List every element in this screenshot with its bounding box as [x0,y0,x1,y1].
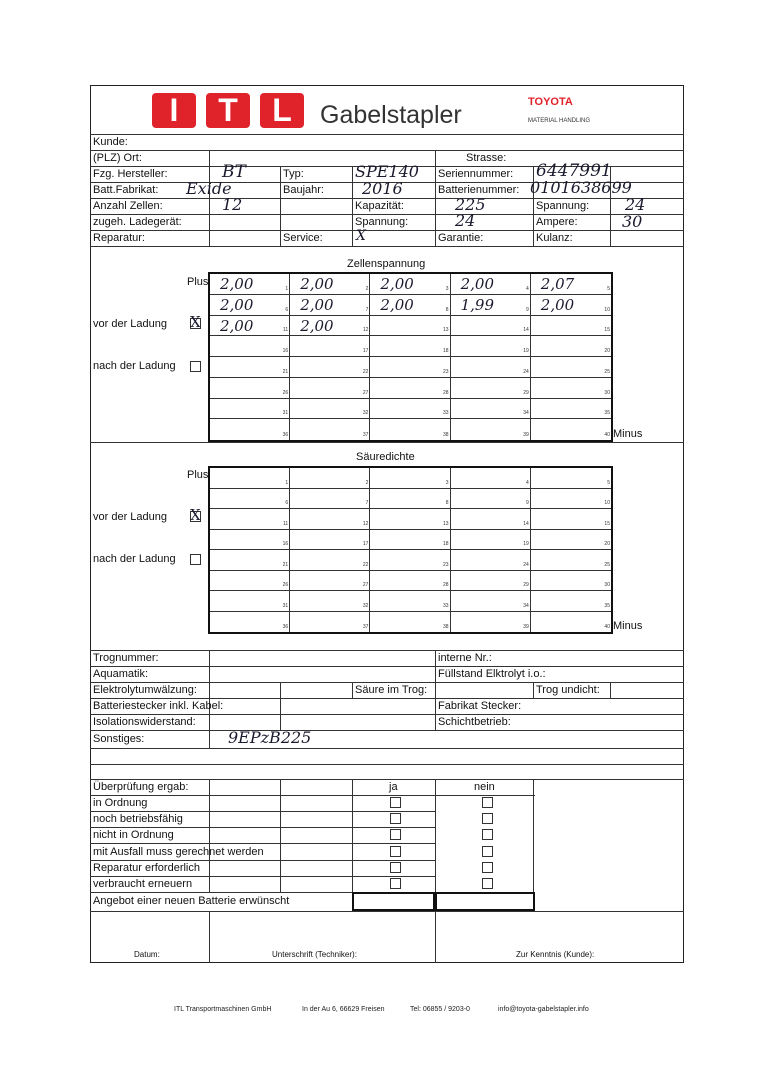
service-value: X [356,228,366,244]
cell-number: 5 [607,285,610,292]
cell-number: 23 [443,561,449,568]
cell-number: 9 [526,500,529,506]
saeuredichte-cell-16[interactable] [210,530,290,551]
zellenspannung-vor-label: vor der Ladung [93,318,167,330]
zellenspannung-cell-15[interactable] [531,316,611,337]
saeuredichte-vor-check-mark: X [190,506,201,524]
cell-number: 35 [604,602,610,609]
cell-number: 5 [607,479,610,486]
cell-number: 6 [285,500,289,506]
cell-number: 31 [282,410,289,417]
hersteller-value: BT [222,162,246,182]
cell-number: 28 [443,582,449,588]
saeuredichte-cell-18[interactable] [370,530,450,551]
footer-email: info@toyota-gabelstapler.info [498,1006,589,1013]
cell-number: 40 [604,624,610,630]
cell-number: 18 [443,541,449,547]
zellen-label: Anzahl Zellen: [93,200,163,212]
zellenspannung-plus: Plus [187,276,209,288]
cell-number: 17 [362,348,369,354]
cell-number: 18 [443,348,449,354]
batterienummer-value: 0101638699 [530,178,632,197]
footer-company: ITL Transportmaschinen GmbH [174,1006,272,1013]
cell-number: 7 [365,306,369,313]
saeuredichte-vor-label: vor der Ladung [93,511,167,523]
ampere-value: 30 [622,212,643,231]
saeuredichte-cell-21[interactable] [210,550,290,571]
cell-number: 32 [362,410,369,417]
cell-number: 4 [526,285,529,292]
cell-number: 13 [443,520,449,527]
zellenspannung-cell-26[interactable] [210,378,290,399]
cell-number: 6 [285,306,289,313]
hersteller-label: Fzg. Hersteller: [93,168,168,180]
spannung-label: Spannung: [536,200,590,212]
cell-voltage-value: 2,07 [540,275,575,293]
zellenspannung-cell-13[interactable] [370,316,450,337]
saeuredichte-cell-9[interactable] [451,489,531,510]
zellenspannung-grid [208,272,613,442]
saeuredichte-cell-29[interactable] [451,571,531,592]
cell-number: 12 [362,327,369,334]
cell-number: 20 [604,541,610,547]
kulanz-label: Kulanz: [536,232,573,244]
saeuredichte-cell-1[interactable] [210,468,290,489]
cell-number: 30 [604,389,610,396]
cell-number: 2 [365,285,369,292]
cell-voltage-value: 2,00 [220,316,254,335]
zellenspannung-title: Zellenspannung [347,258,426,270]
service-label: Service: [283,232,323,244]
pruefung-item-ausfall: mit Ausfall muss gerechnet werden [93,846,264,858]
cell-voltage-value: 1,99 [460,295,494,314]
spannung-value: 24 [625,195,646,214]
zellenspannung-cell-19[interactable] [451,336,531,357]
sonstiges-label: Sonstiges: [93,733,145,745]
saeuredichte-cell-40[interactable] [531,612,611,633]
cell-number: 11 [282,327,289,334]
saeuredichte-cell-22[interactable] [290,550,370,571]
zellenspannung-cell-17[interactable] [290,336,370,357]
zellenspannung-cell-14[interactable] [451,316,531,337]
sonstiges-value: 9EPzB225 [228,728,312,747]
ladegeraet-label: zugeh. Ladegerät: [93,216,182,228]
ja-checkbox-erneuern[interactable] [390,878,401,889]
batterienummer-label: Batterienummer: [438,184,520,196]
saeuredichte-cell-3[interactable] [370,468,450,489]
cell-number: 40 [604,432,610,438]
kunde-label: Kunde: [93,136,128,148]
elektrolyt-label: Elektrolytumwälzung: [93,684,197,696]
saeuredichte-cell-7[interactable] [290,489,370,510]
saeuredichte-cell-39[interactable] [451,612,531,633]
cell-number: 4 [526,479,529,486]
cell-number: 19 [523,348,529,354]
cell-voltage-value: 2,00 [380,295,414,314]
saeure-trog-label: Säure im Trog: [355,684,428,696]
logo-letter-i: I [152,93,196,128]
pruefung-item-reparatur: Reparatur erforderlich [93,862,200,874]
zellenspannung-cell-5[interactable] [531,274,611,295]
nein-checkbox-betriebsfaehig[interactable] [482,813,493,824]
saeuredichte-cell-30[interactable] [531,571,611,592]
trog-undicht-label: Trog undicht: [536,684,600,696]
cell-number: 33 [443,410,449,417]
cell-number: 37 [362,432,369,438]
saeuredichte-cell-37[interactable] [290,612,370,633]
saeuredichte-cell-23[interactable] [370,550,450,571]
saeuredichte-cell-6[interactable] [210,489,290,510]
cell-number: 7 [365,500,369,506]
saeuredichte-cell-27[interactable] [290,571,370,592]
typ-value: SPE140 [355,162,419,181]
zellenspannung-cell-31[interactable] [210,399,290,420]
schichtbetrieb-label: Schichtbetrieb: [438,716,511,728]
ort-label: (PLZ) Ort: [93,152,142,164]
saeuredichte-minus: Minus [613,620,643,632]
pruefung-title: Überprüfung ergab: [93,781,189,793]
cell-number: 31 [282,602,289,609]
cell-number: 25 [604,561,610,568]
zellenspannung-cell-6[interactable] [210,295,290,316]
pruefung-item-betriebsfaehig: noch betriebsfähig [93,813,183,825]
nein-checkbox-in-ordnung[interactable] [482,797,493,808]
cell-number: 21 [282,561,289,568]
cell-number: 27 [362,389,369,396]
saeuredichte-cell-31[interactable] [210,591,290,612]
cell-number: 26 [282,582,289,588]
zellenspannung-cell-33[interactable] [370,399,450,420]
zellenspannung-cell-35[interactable] [531,399,611,420]
zellenspannung-cell-21[interactable] [210,357,290,378]
cell-number: 10 [604,306,610,313]
zellenspannung-cell-29[interactable] [451,378,531,399]
cell-voltage-value: 2,00 [460,275,494,293]
zellenspannung-cell-10[interactable] [531,295,611,316]
saeuredichte-cell-33[interactable] [370,591,450,612]
cell-number: 3 [445,479,449,486]
saeuredichte-cell-14[interactable] [451,509,531,530]
cell-number: 21 [282,368,289,375]
zellenspannung-cell-4[interactable] [451,274,531,295]
cell-number: 36 [282,432,289,438]
cell-voltage-value: 2,00 [300,295,334,314]
angebot-nein-box[interactable] [435,892,535,911]
saeuredichte-cell-38[interactable] [370,612,450,633]
saeuredichte-cell-26[interactable] [210,571,290,592]
saeuredichte-cell-35[interactable] [531,591,611,612]
cell-number: 8 [445,306,449,313]
saeuredichte-cell-11[interactable] [210,509,290,530]
cell-number: 26 [282,389,289,396]
zellen-value: 12 [222,195,243,214]
cell-number: 34 [523,602,529,609]
zellenspannung-vor-check-mark: X [190,313,201,331]
nein-checkbox-nicht-in-ordnung[interactable] [482,829,493,840]
datum-label: Datum: [134,950,160,959]
techniker-signature-label: Unterschrift (Techniker): [272,950,357,959]
fuellstand-label: Füllstand Elktrolyt i.o.: [438,668,546,680]
cell-number: 2 [365,479,369,486]
aquamatik-label: Aquamatik: [93,668,149,680]
cell-number: 35 [604,410,610,417]
zellenspannung-cell-40[interactable] [531,419,611,440]
zellenspannung-cell-25[interactable] [531,357,611,378]
zellenspannung-cell-3[interactable] [370,274,450,295]
zellenspannung-cell-32[interactable] [290,399,370,420]
cell-number: 8 [445,500,449,506]
cell-number: 22 [362,368,369,375]
cell-number: 29 [523,582,529,588]
trognummer-label: Trognummer: [93,652,159,664]
zellenspannung-cell-34[interactable] [451,399,531,420]
baujahr-value: 2016 [362,179,403,198]
saeuredichte-cell-5[interactable] [531,468,611,489]
pruefung-item-nicht-in-ordnung: nicht in Ordnung [93,829,174,841]
cell-number: 23 [443,368,449,375]
batt-fabrikat-label: Batt.Fabrikat: [93,184,159,196]
zellenspannung-cell-7[interactable] [290,295,370,316]
toyota-subtitle: MATERIAL HANDLING [528,118,591,124]
cell-number: 16 [282,348,289,354]
zellenspannung-cell-30[interactable] [531,378,611,399]
saeuredichte-cell-24[interactable] [451,550,531,571]
saeuredichte-cell-15[interactable] [531,509,611,530]
garantie-label: Garantie: [438,232,484,244]
cell-number: 28 [443,389,449,396]
spannung2-value: 24 [455,211,476,230]
brand-title: Gabelstapler [320,101,462,129]
zellenspannung-cell-16[interactable] [210,336,290,357]
cell-number: 14 [523,327,529,334]
cell-number: 10 [604,500,610,506]
saeuredichte-cell-28[interactable] [370,571,450,592]
kapazitaet-value: 225 [455,195,486,214]
zellenspannung-cell-18[interactable] [370,336,450,357]
seriennummer-label: Seriennummer: [438,168,514,180]
ja-checkbox-in-ordnung[interactable] [390,797,401,808]
ja-checkbox-ausfall[interactable] [390,846,401,857]
cell-number: 14 [523,520,529,527]
saeuredichte-cell-19[interactable] [451,530,531,551]
zellenspannung-cell-36[interactable] [210,419,290,440]
cell-number: 11 [282,520,289,527]
saeuredichte-cell-2[interactable] [290,468,370,489]
cell-number: 17 [362,541,369,547]
zellenspannung-nach-checkbox[interactable] [190,361,201,372]
kunde-signature-label: Zur Kenntnis (Kunde): [516,950,595,959]
nein-checkbox-ausfall[interactable] [482,846,493,857]
baujahr-label: Baujahr: [283,184,324,196]
saeuredichte-cell-13[interactable] [370,509,450,530]
cell-number: 37 [362,624,369,630]
saeuredichte-nach-label: nach der Ladung [93,553,176,565]
zellenspannung-cell-9[interactable] [451,295,531,316]
zellenspannung-cell-39[interactable] [451,419,531,440]
saeuredichte-plus: Plus [187,469,209,481]
ja-checkbox-nicht-in-ordnung[interactable] [390,829,401,840]
zellenspannung-minus: Minus [613,428,643,440]
angebot-ja-box[interactable] [352,892,435,911]
saeuredichte-cell-4[interactable] [451,468,531,489]
cell-number: 24 [523,368,529,375]
reparatur-label: Reparatur: [93,232,145,244]
saeuredichte-cell-10[interactable] [531,489,611,510]
cell-number: 39 [523,432,529,438]
cell-number: 15 [604,520,610,527]
cell-number: 29 [523,389,529,396]
saeuredichte-title: Säuredichte [356,451,415,463]
saeuredichte-cell-34[interactable] [451,591,531,612]
zellenspannung-nach-label: nach der Ladung [93,360,176,372]
batt-fabrikat-value: Exide [186,179,232,198]
saeuredichte-cell-12[interactable] [290,509,370,530]
zellenspannung-cell-12[interactable] [290,316,370,337]
zellenspannung-cell-22[interactable] [290,357,370,378]
saeuredichte-cell-36[interactable] [210,612,290,633]
cell-voltage-value: 2,00 [300,275,334,293]
ampere-label: Ampere: [536,216,578,228]
cell-number: 39 [523,624,529,630]
cell-number: 22 [362,561,369,568]
cell-number: 1 [285,285,289,292]
batteriestecker-label: Batteriestecker inkl. Kabel: [93,700,224,712]
cell-number: 38 [443,432,449,438]
nein-checkbox-reparatur[interactable] [482,862,493,873]
cell-number: 12 [362,520,369,527]
cell-number: 19 [523,541,529,547]
saeuredichte-cell-17[interactable] [290,530,370,551]
cell-number: 13 [443,327,449,334]
cell-number: 20 [604,348,610,354]
typ-label: Typ: [283,168,304,180]
fabrikat-stecker-label: Fabrikat Stecker: [438,700,522,712]
cell-number: 1 [285,479,289,486]
pruefung-nein-header: nein [474,781,495,793]
saeuredichte-cell-20[interactable] [531,530,611,551]
pruefung-ja-header: ja [389,781,398,793]
cell-number: 9 [526,306,529,313]
cell-voltage-value: 2,00 [540,295,575,314]
footer-address: In der Au 6, 66629 Freisen [302,1006,385,1013]
isolation-label: Isolationswiderstand: [93,716,196,728]
cell-number: 30 [604,582,610,588]
zellenspannung-cell-2[interactable] [290,274,370,295]
spannung2-label: Spannung: [355,216,409,228]
saeuredichte-nach-checkbox[interactable] [190,554,201,565]
logo-letter-l: L [260,93,304,128]
pruefung-item-erneuern: verbraucht erneuern [93,878,193,890]
zellenspannung-cell-38[interactable] [370,419,450,440]
cell-number: 3 [445,285,449,292]
strasse-label: Strasse: [466,152,507,164]
angebot-label: Angebot einer neuen Batterie erwünscht [93,895,290,907]
cell-number: 16 [282,541,289,547]
pruefung-item-in-ordnung: in Ordnung [93,797,148,809]
saeuredichte-grid [208,466,613,634]
cell-number: 24 [523,561,529,568]
zellenspannung-cell-8[interactable] [370,295,450,316]
zellenspannung-cell-23[interactable] [370,357,450,378]
cell-number: 25 [604,368,610,375]
zellenspannung-cell-1[interactable] [210,274,290,295]
saeuredichte-cell-8[interactable] [370,489,450,510]
interne-nr-label: interne Nr.: [438,652,492,664]
logo-letter-t: T [206,93,250,128]
saeuredichte-cell-32[interactable] [290,591,370,612]
cell-voltage-value: 2,00 [380,275,414,293]
cell-number: 38 [443,624,449,630]
cell-voltage-value: 2,00 [220,295,254,314]
saeuredichte-cell-25[interactable] [531,550,611,571]
cell-number: 33 [443,602,449,609]
kapazitaet-label: Kapazität: [355,200,404,212]
cell-number: 27 [362,582,369,588]
cell-number: 36 [282,624,289,630]
zellenspannung-cell-27[interactable] [290,378,370,399]
cell-number: 32 [362,602,369,609]
footer-tel: Tel: 06855 / 9203-0 [410,1006,470,1013]
cell-number: 15 [604,327,610,334]
toyota-logo: TOYOTA [528,96,573,108]
cell-voltage-value: 2,00 [300,316,334,335]
nein-checkbox-erneuern[interactable] [482,878,493,889]
ja-checkbox-betriebsfaehig[interactable] [390,813,401,824]
zellenspannung-cell-28[interactable] [370,378,450,399]
zellenspannung-cell-11[interactable] [210,316,290,337]
zellenspannung-cell-37[interactable] [290,419,370,440]
zellenspannung-cell-24[interactable] [451,357,531,378]
cell-voltage-value: 2,00 [220,275,254,293]
cell-number: 34 [523,410,529,417]
zellenspannung-cell-20[interactable] [531,336,611,357]
seriennummer-value: 6447991 [536,161,612,181]
ja-checkbox-reparatur[interactable] [390,862,401,873]
